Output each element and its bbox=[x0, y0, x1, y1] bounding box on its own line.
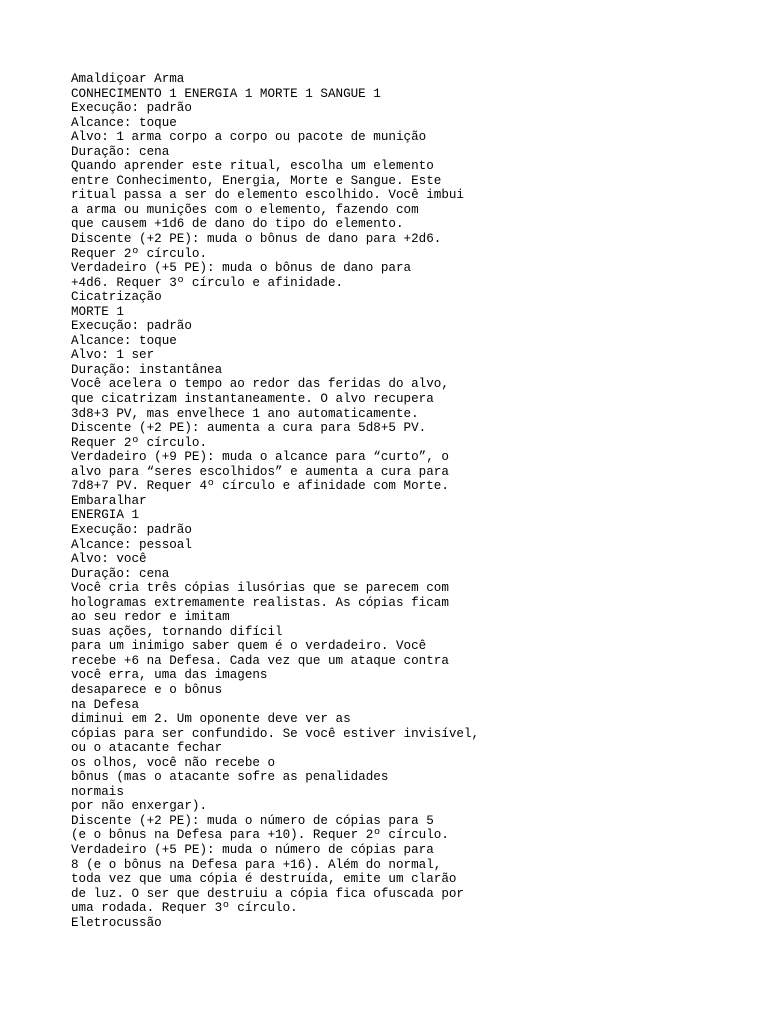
text-line: Você cria três cópias ilusórias que se parecem com bbox=[71, 581, 449, 596]
text-line: por não enxergar). bbox=[71, 799, 208, 814]
text-line: Alcance: toque bbox=[71, 333, 177, 348]
text-line: Requer 2º círculo. bbox=[71, 246, 208, 261]
text-line: Discente (+2 PE): aumenta a cura para 5d8+5 PV. bbox=[71, 421, 427, 436]
text-line: Verdadeiro (+5 PE): muda o número de cópias para bbox=[71, 842, 434, 857]
text-line: para um inimigo saber quem é o verdadeiro. Você bbox=[71, 639, 427, 654]
text-line: Alvo: 1 arma corpo a corpo ou pacote de munição bbox=[71, 130, 427, 145]
text-line: ao seu redor e imitam bbox=[71, 610, 230, 625]
text-line: você erra, uma das imagens bbox=[71, 668, 268, 683]
text-line: 7d8+7 PV. Requer 4º círculo e afinidade com Morte. bbox=[71, 479, 449, 494]
text-line: Cicatrização bbox=[71, 290, 162, 305]
text-line: que cicatrizam instantaneamente. O alvo recupera bbox=[71, 392, 434, 407]
text-line: Alcance: toque bbox=[71, 115, 177, 130]
text-line: entre Conhecimento, Energia, Morte e Sangue. Este bbox=[71, 173, 442, 188]
text-line: Verdadeiro (+9 PE): muda o alcance para “curto”, o bbox=[71, 450, 449, 465]
text-line: alvo para “seres escolhidos” e aumenta a cura para bbox=[71, 464, 449, 479]
text-line: Alvo: você bbox=[71, 552, 147, 567]
text-line: ritual passa a ser do elemento escolhido. Você imbui bbox=[71, 188, 464, 203]
text-line: recebe +6 na Defesa. Cada vez que um ataque contra bbox=[71, 653, 449, 668]
text-line: 8 (e o bônus na Defesa para +16). Além do normal, bbox=[71, 857, 442, 872]
text-line: normais bbox=[71, 784, 124, 799]
text-line: diminui em 2. Um oponente deve ver as bbox=[71, 712, 351, 727]
text-line: +4d6. Requer 3º círculo e afinidade. bbox=[71, 275, 344, 290]
text-line: os olhos, você não recebe o bbox=[71, 755, 276, 770]
text-line: Execução: padrão bbox=[71, 319, 192, 334]
text-line: de luz. O ser que destruiu a cópia fica ofuscada por bbox=[71, 886, 464, 901]
text-line: Alcance: pessoal bbox=[71, 537, 192, 552]
text-line: Duração: instantânea bbox=[71, 362, 223, 377]
text-line: (e o bônus na Defesa para +10). Requer 2º círculo. bbox=[71, 828, 449, 843]
text-line: Amaldiçoar Arma bbox=[71, 72, 185, 86]
text-line: Discente (+2 PE): muda o número de cópias para 5 bbox=[71, 813, 434, 828]
text-line: Verdadeiro (+5 PE): muda o bônus de dano para bbox=[71, 261, 412, 276]
text-line: ou o atacante fechar bbox=[71, 741, 223, 756]
text-line: 3d8+3 PV, mas envelhece 1 ano automaticamente. bbox=[71, 406, 419, 421]
text-line: a arma ou munições com o elemento, fazendo com bbox=[71, 202, 419, 217]
text-line: desaparece e o bônus bbox=[71, 682, 223, 697]
text-line: Eletrocussão bbox=[71, 915, 162, 930]
text-line: uma rodada. Requer 3º círculo. bbox=[71, 901, 298, 916]
text-line: Quando aprender este ritual, escolha um elemento bbox=[71, 159, 434, 174]
text-line: ENERGIA 1 bbox=[71, 508, 140, 523]
text-line: hologramas extremamente realistas. As cópias ficam bbox=[71, 595, 449, 610]
text-line: Embaralhar bbox=[71, 493, 147, 508]
text-line: Você acelera o tempo ao redor das feridas do alvo, bbox=[71, 377, 449, 392]
text-line: suas ações, tornando difícil bbox=[71, 624, 283, 639]
text-line: que causem +1d6 de dano do tipo do elemento. bbox=[71, 217, 404, 232]
text-line: Duração: cena bbox=[71, 144, 170, 159]
text-line: na Defesa bbox=[71, 697, 140, 712]
text-line: cópias para ser confundido. Se você estiver invisível, bbox=[71, 726, 480, 741]
text-line: Requer 2º círculo. bbox=[71, 435, 208, 450]
text-line: bônus (mas o atacante sofre as penalidades bbox=[71, 770, 389, 785]
text-line: Execução: padrão bbox=[71, 522, 192, 537]
text-line: toda vez que uma cópia é destruída, emite um clarão bbox=[71, 872, 457, 887]
document-page bbox=[71, 72, 751, 930]
text-line: Discente (+2 PE): muda o bônus de dano para +2d6. bbox=[71, 232, 442, 247]
text-line: CONHECIMENTO 1 ENERGIA 1 MORTE 1 SANGUE 1 bbox=[71, 86, 381, 101]
text-line: Execução: padrão bbox=[71, 101, 192, 116]
text-line: Duração: cena bbox=[71, 566, 170, 581]
text-line: Alvo: 1 ser bbox=[71, 348, 155, 363]
text-line: MORTE 1 bbox=[71, 304, 124, 319]
